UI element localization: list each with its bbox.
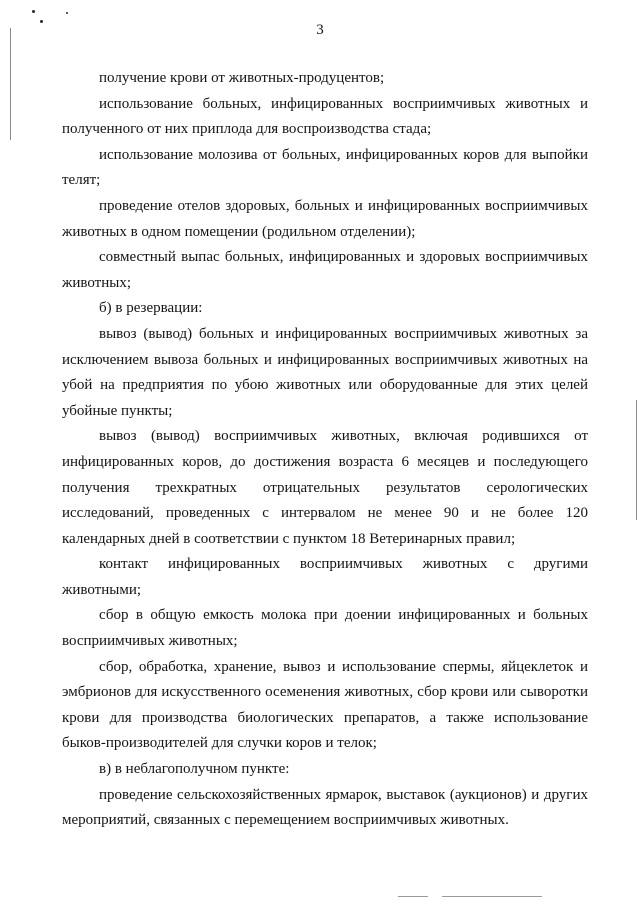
paragraph: совместный выпас больных, инфицированных и здоровых восприимчивых животных;	[62, 249, 588, 291]
paragraph: вывоз (вывод) восприимчивых животных, включая родившихся от инфицированных коров, до достижения возраста 6 месяцев и последующего получения трехкратных отрицательных результатов серологических исследований, проведенных с интервалом не менее 90 и не более 120 календарных дней в соответствии с пунктом 18 Ветеринарных правил;	[62, 428, 588, 547]
scan-speck	[32, 10, 35, 13]
footer-rule	[442, 896, 542, 897]
page-number: 3	[316, 22, 324, 38]
paragraph: использование молозива от больных, инфицированных коров для выпойки телят;	[62, 146, 588, 189]
section-heading: б) в резервации:	[99, 300, 203, 317]
paragraph: проведение отелов здоровых, больных и инфицированных восприимчивых животных в одном помещении (родильном отделении);	[62, 197, 588, 240]
document-body	[62, 66, 588, 834]
footer-rule	[398, 896, 428, 897]
paragraph: контакт инфицированных восприимчивых животных с другими животными;	[62, 556, 588, 598]
section-heading: в) в неблагополучном пункте:	[99, 761, 290, 778]
scan-edge-line	[10, 28, 11, 140]
paragraph: получение крови от животных-продуцентов;	[99, 70, 385, 86]
paragraph: вывоз (вывод) больных и инфицированных восприимчивых животных за исключением вывоза больных и инфицированных восприимчивых животных на убой на предприятия по убою животных или оборудованные для этих целей убойные пункты;	[62, 325, 588, 419]
scan-speck	[66, 12, 68, 14]
paragraph: сбор в общую емкость молока при доении инфицированных и больных восприимчивых животных;	[62, 607, 588, 650]
paragraph: использование больных, инфицированных восприимчивых животных и полученного от них приплода для воспроизводства стада;	[62, 95, 588, 138]
paragraph: проведение сельскохозяйственных ярмарок, выставок (аукционов) и других мероприятий, связанных с перемещением восприимчивых животных.	[62, 786, 588, 829]
paragraph: сбор, обработка, хранение, вывоз и использование спермы, яйцеклеток и эмбрионов для искусственного осеменения животных, сбор крови или сыворотки крови для производства биологических препаратов, а также использование быков-производителей для случки коров и телок;	[62, 658, 588, 752]
scan-edge-line	[636, 400, 637, 520]
